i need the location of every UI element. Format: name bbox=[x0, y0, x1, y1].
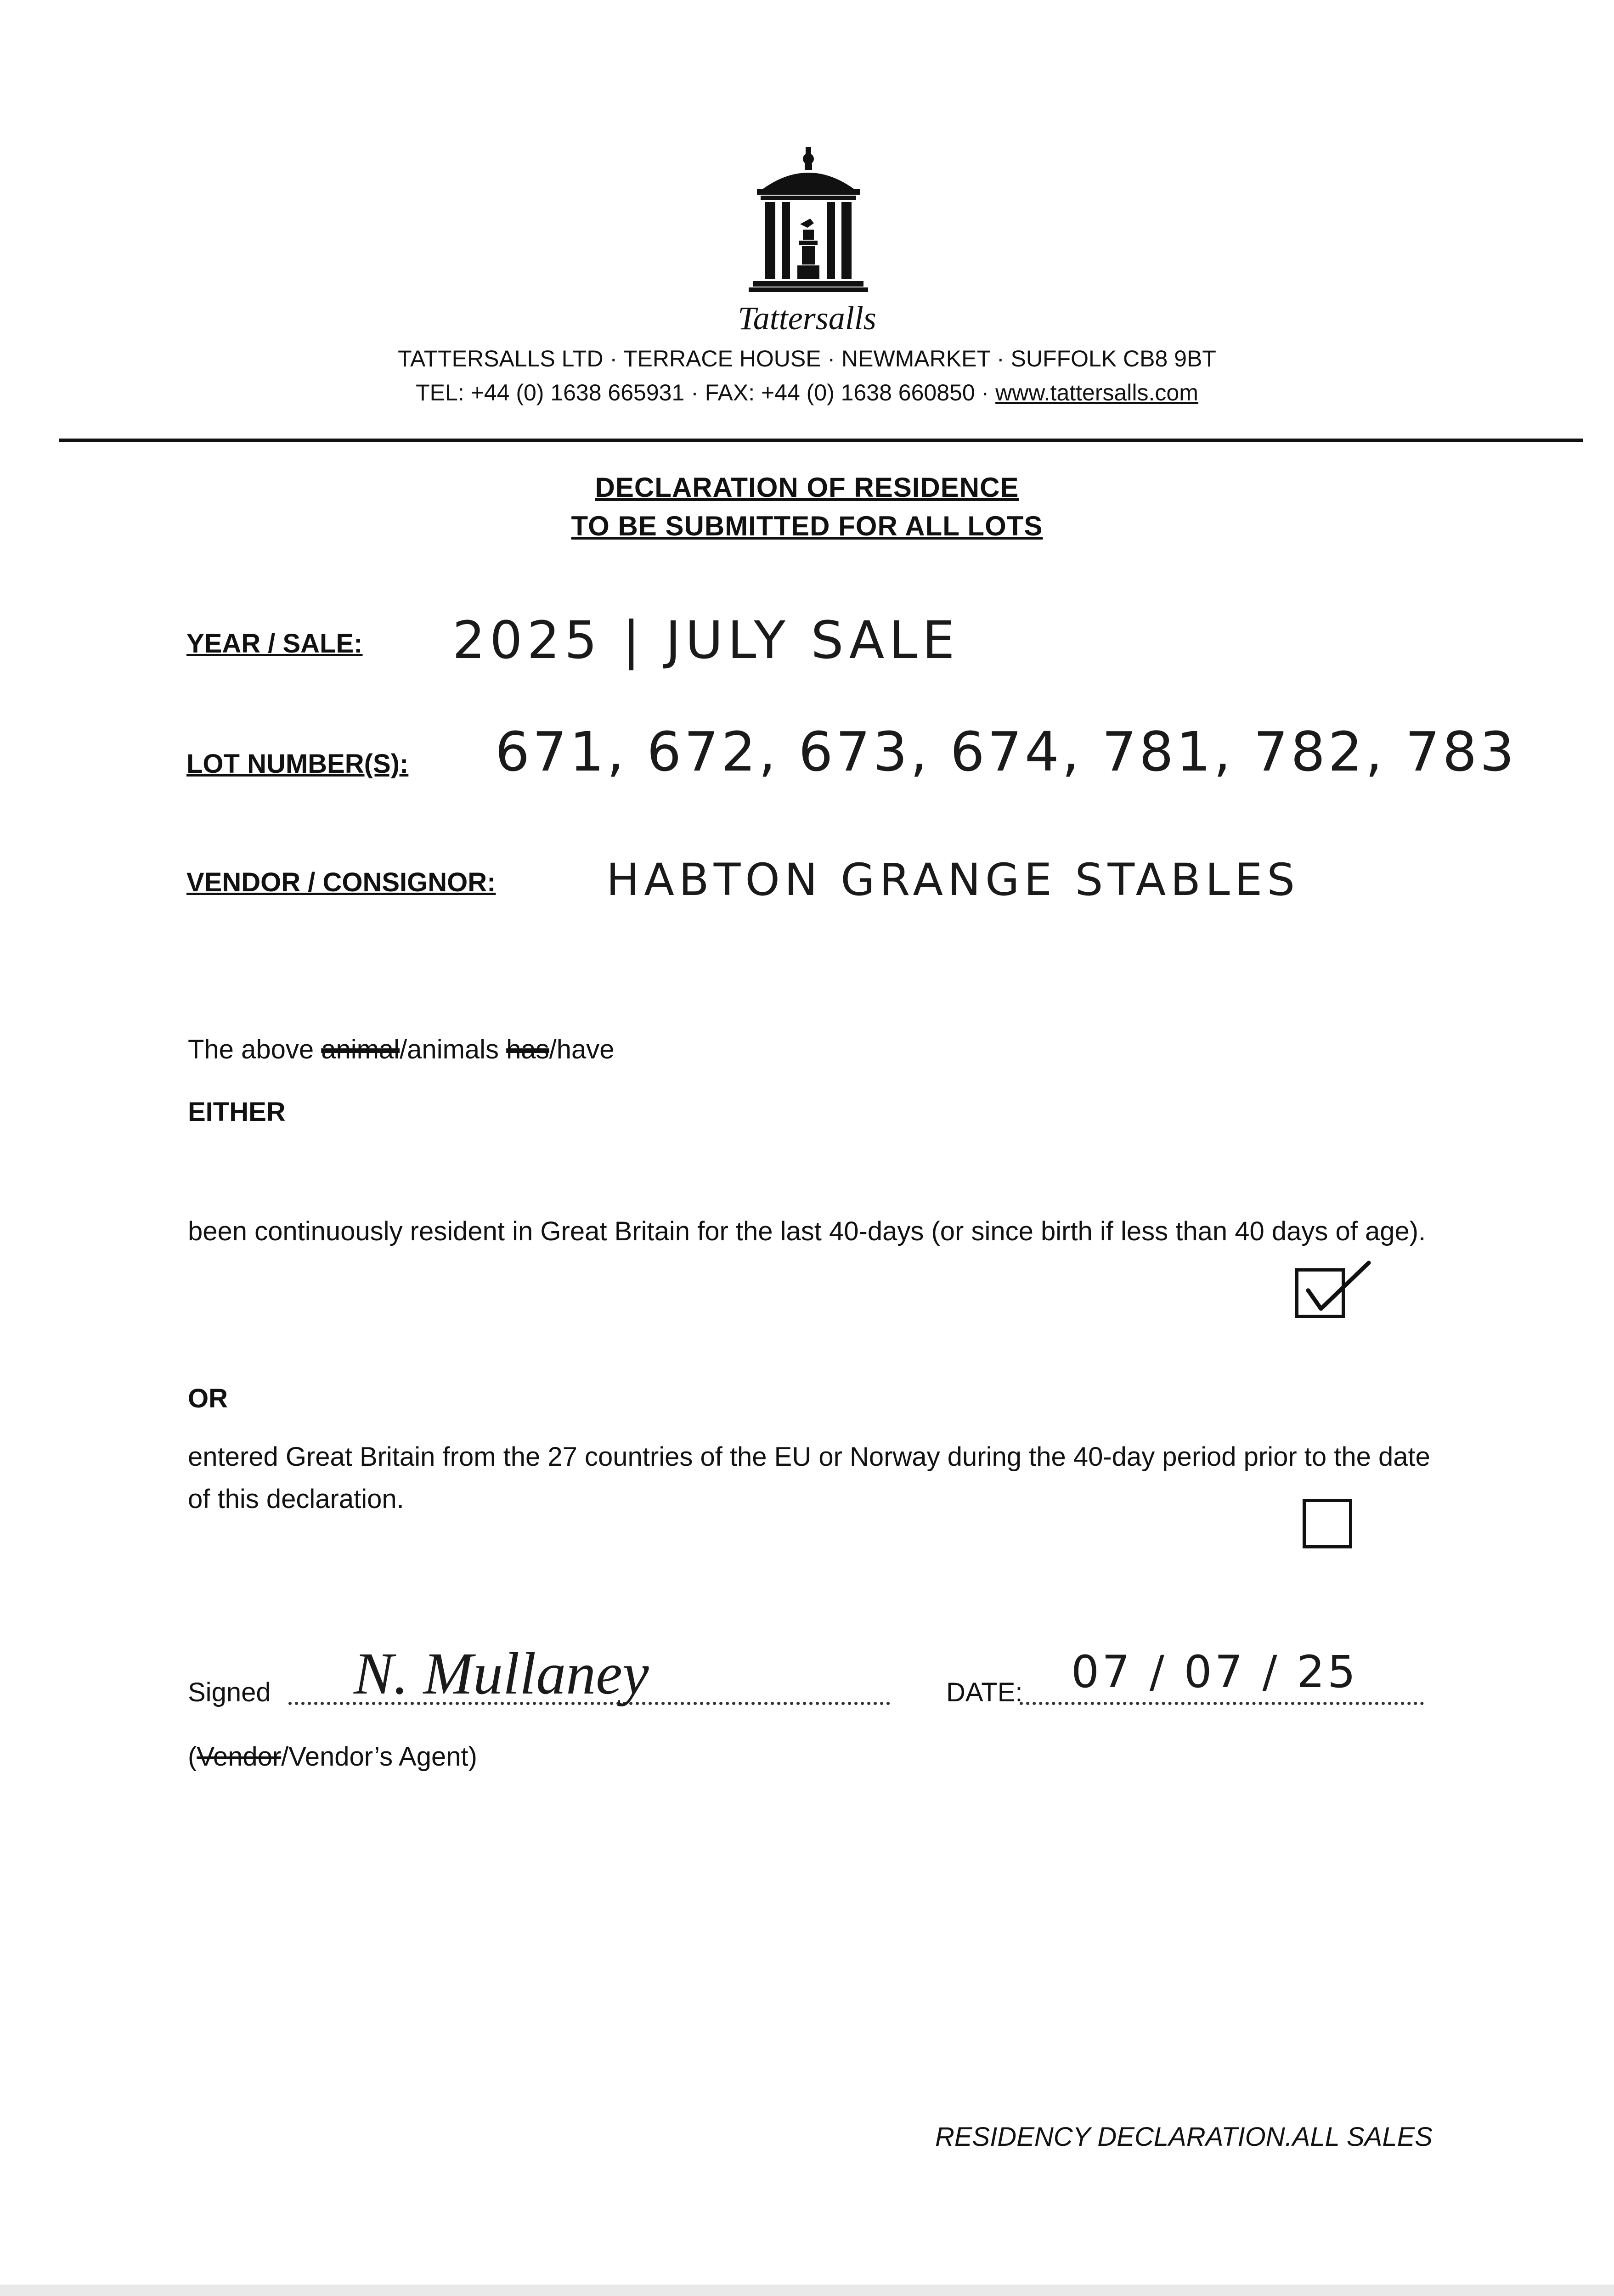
date-line bbox=[1020, 1702, 1424, 1705]
lot-numbers-value[interactable]: 671, 672, 673, 674, 781, 782, 783 bbox=[495, 720, 1517, 783]
brand-name: Tattersalls bbox=[738, 300, 876, 337]
statement-middle: /animals bbox=[400, 1035, 507, 1064]
vendor-label: VENDOR / CONSIGNOR: bbox=[186, 867, 496, 897]
option-eu-checkbox[interactable] bbox=[1303, 1499, 1352, 1548]
checkmark-icon bbox=[1304, 1258, 1373, 1318]
rotunda-statue-logo-icon bbox=[744, 147, 873, 303]
signed-label: Signed bbox=[188, 1677, 271, 1707]
signature[interactable]: N. Mullaney bbox=[354, 1641, 649, 1707]
role-rest: /Vendor’s Agent) bbox=[281, 1742, 477, 1772]
signatory-role bbox=[188, 1736, 477, 1778]
date-label: DATE: bbox=[946, 1677, 1023, 1707]
struck-animal: animal bbox=[321, 1035, 400, 1064]
scan-edge bbox=[0, 2285, 1614, 2296]
statement-suffix: /have bbox=[549, 1035, 615, 1064]
form-title: DECLARATION OF RESIDENCE bbox=[595, 472, 1019, 503]
date-value[interactable]: 07 / 07 / 25 bbox=[1071, 1646, 1359, 1698]
or-label: OR bbox=[188, 1384, 228, 1413]
either-label: EITHER bbox=[188, 1097, 286, 1127]
company-address: TATTERSALLS LTD · TERRACE HOUSE · NEWMARKET · SUFFOLK CB8 9BT bbox=[398, 346, 1216, 371]
struck-vendor: Vendor bbox=[197, 1742, 282, 1772]
option-resident-text: been continuously resident in Great Britain for the last 40-days (or since birth if less than 40 days of age). bbox=[188, 1216, 1426, 1246]
company-contact bbox=[0, 379, 1614, 406]
role-open: ( bbox=[188, 1742, 197, 1772]
vendor-value[interactable]: HABTON GRANGE STABLES bbox=[606, 854, 1300, 906]
year-sale-value[interactable]: 2025 | JULY SALE bbox=[452, 611, 959, 670]
option-eu-text: entered Great Britain from the 27 countries of the EU or Norway during the 40-day period prior to the date of this declaration. bbox=[188, 1442, 1430, 1514]
year-sale-label: YEAR / SALE: bbox=[186, 629, 363, 658]
footer-reference: RESIDENCY DECLARATION.ALL SALES bbox=[935, 2122, 1433, 2152]
header-divider bbox=[59, 439, 1583, 442]
website-link[interactable]: www.tattersalls.com bbox=[995, 380, 1198, 405]
form-subtitle: TO BE SUBMITTED FOR ALL LOTS bbox=[571, 511, 1043, 541]
statement-prefix: The above bbox=[188, 1035, 322, 1064]
statement-intro bbox=[188, 1029, 615, 1071]
lot-numbers-label: LOT NUMBER(S): bbox=[186, 749, 409, 779]
struck-has: has bbox=[506, 1035, 549, 1064]
contact-numbers: TEL: +44 (0) 1638 665931 · FAX: +44 (0) 1638 660850 · bbox=[416, 380, 996, 405]
